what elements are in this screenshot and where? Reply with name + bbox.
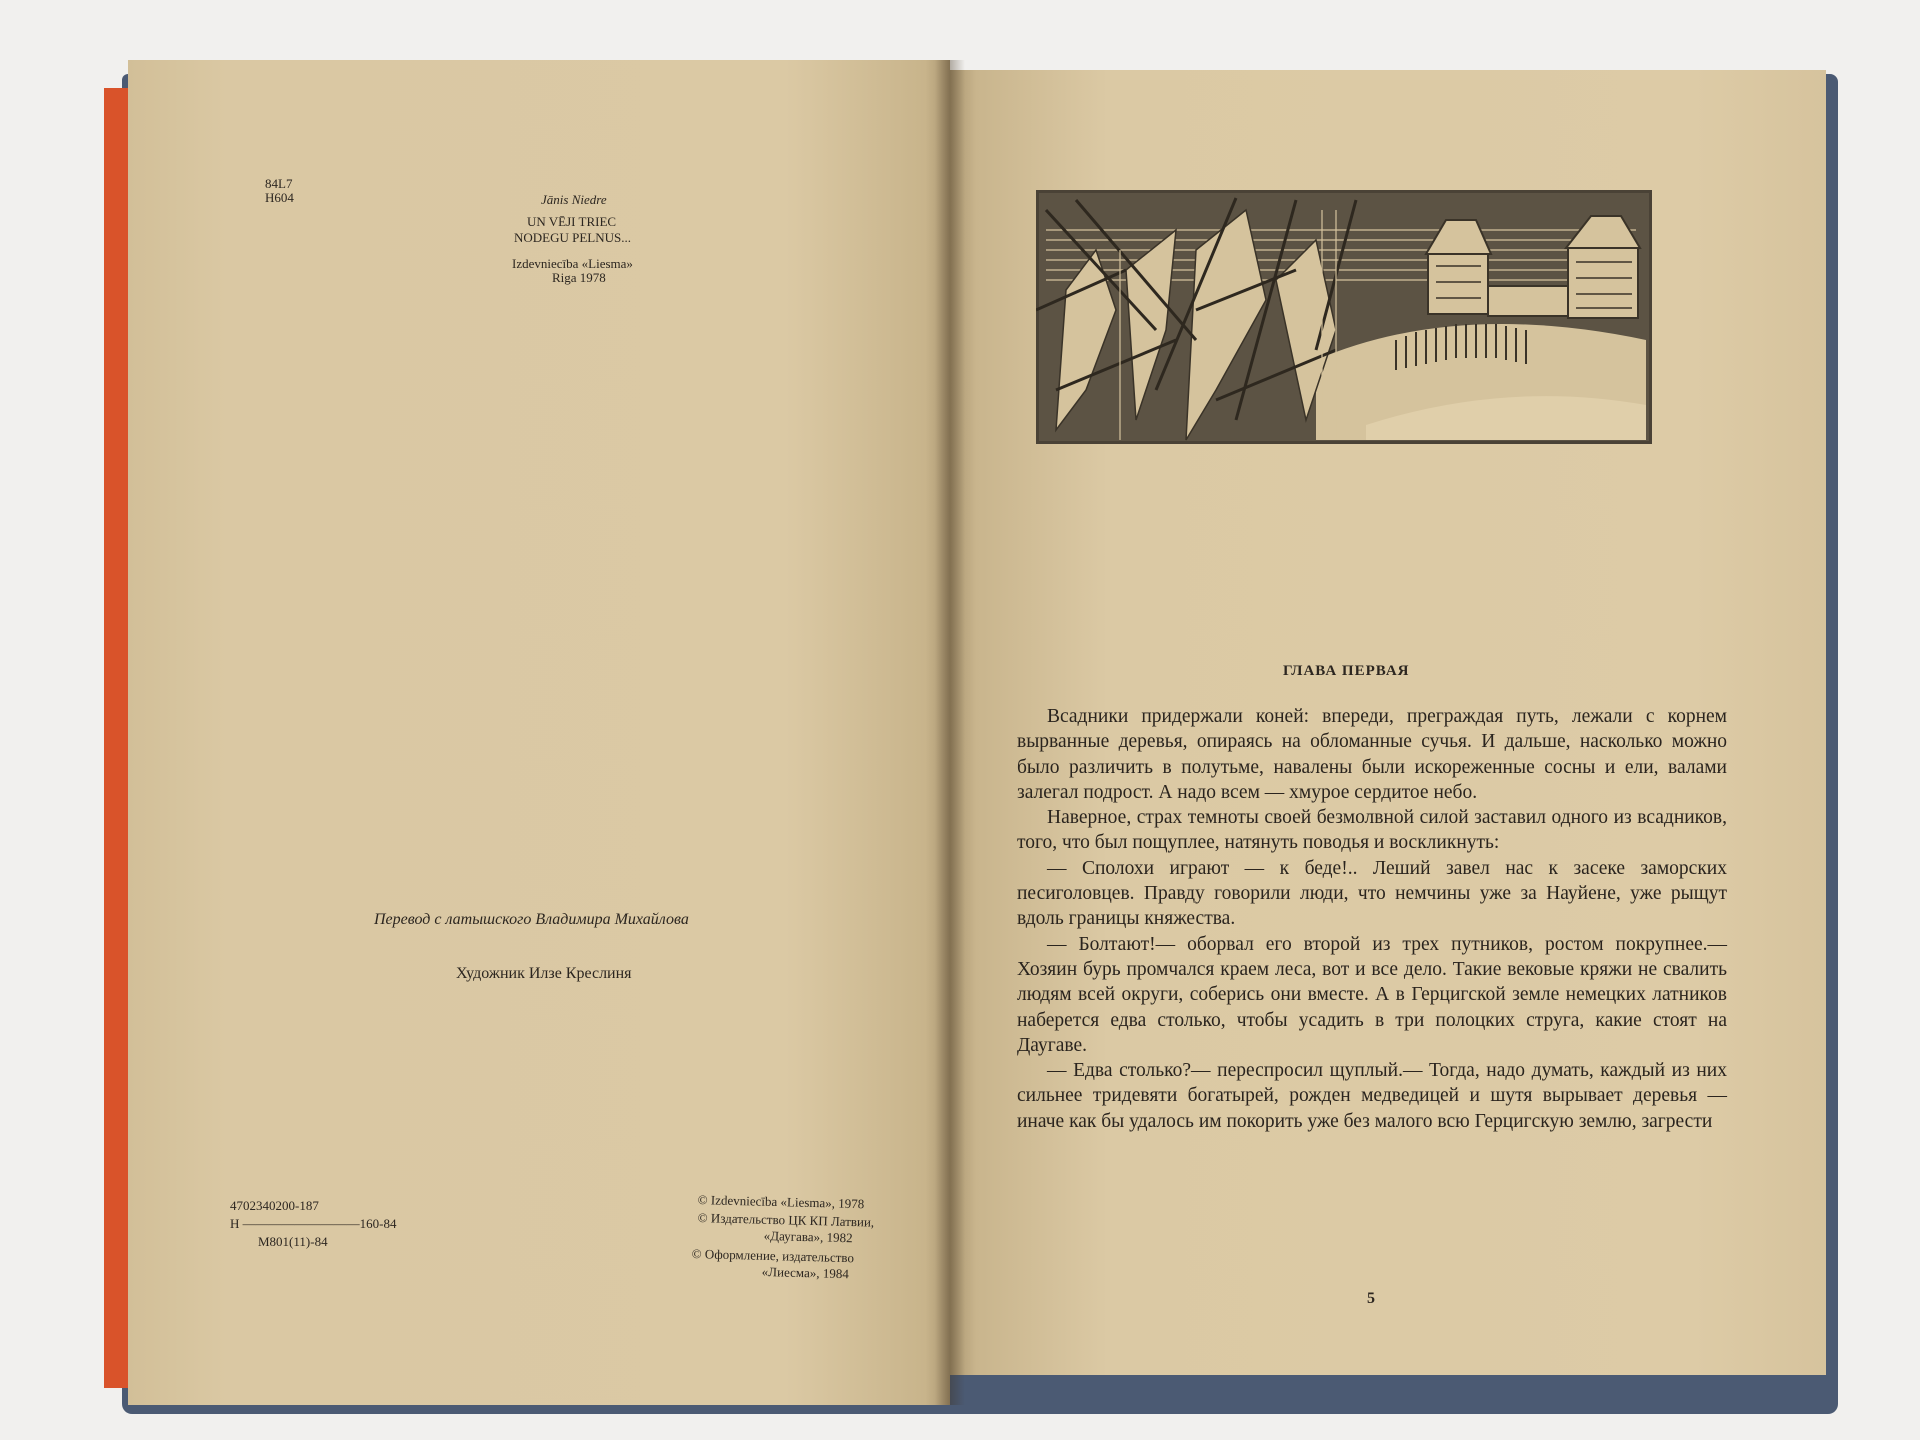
isbn-code-line-1: 4702340200-187	[230, 1198, 319, 1213]
chapter-heading: ГЛАВА ПЕРВАЯ	[1283, 663, 1410, 679]
catalog-code-2: Н604	[265, 190, 294, 205]
copyright-line-4: © Оформление, издательство	[691, 1246, 855, 1266]
page-number: 5	[1367, 1290, 1375, 1307]
original-title-line-2: NODEGU PELNUS...	[514, 230, 631, 245]
paragraph-5: — Едва столько?— переспросил щуплый.— Тогда, надо думать, каждый из них сильнее тридевяти богатырей, рожден медведицей и шутя вырывает деревья — иначе как бы удалось им покорить уже без малого всю Герцигскую землю, загрести	[1017, 1060, 1727, 1132]
paragraph-3: — Сполохи играют — к беде!.. Леший завел нас к засеке заморских песиголовцев. Правду говорили люди, что немчины уже за Науйене, уже рыщут вдоль границы княжества.	[1017, 857, 1727, 930]
original-publisher-line-2: Riga 1978	[552, 270, 606, 285]
copyright-line-3: «Даугава», 1982	[763, 1228, 853, 1246]
paragraph-2: Наверное, страх темноты своей безмолвной силой заставил одного из всадников, того, что был пощуплее, натянуть поводья и воскликнуть:	[1017, 807, 1727, 854]
catalog-code-1: 84L7	[265, 176, 293, 191]
original-publisher-line-1: Izdevniecība «Liesma»	[512, 256, 633, 271]
translation-credit: Перевод с латышского Владимира Михайлова	[374, 911, 689, 928]
original-author: Jānis Niedre	[541, 192, 607, 207]
copyright-line-1: © Izdevniecība «Liesma», 1978	[697, 1192, 865, 1212]
book-gutter-shadow	[935, 60, 965, 1405]
isbn-code-line-3: М801(11)-84	[258, 1234, 328, 1249]
copyright-line-2: © Издательство ЦК КП Латвии,	[697, 1210, 875, 1230]
copyright-line-5: «Лиесма», 1984	[761, 1264, 850, 1282]
isbn-code-line-2: Н —————————160-84	[230, 1216, 397, 1231]
artist-credit: Художник Илзе Креслиня	[456, 965, 632, 982]
paragraph-1: Всадники придержали коней: впереди, преграждая путь, лежали с корнем вырванные деревья, опираясь на обломанные сучья. И дальше, насколько можно было различить в полутьме, навалены были искореженные сосны и ели, валами залегал подрост. А надо всем — хмурое сердитое небо.	[1017, 706, 1727, 803]
original-title-line-1: UN VĒJI TRIEC	[527, 214, 617, 229]
chapter-body-text	[1017, 704, 1727, 1134]
paragraph-4: — Болтают!— оборвал его второй из трех путников, ростом покрупнее.— Хозяин бурь промчался краем леса, вот и все дело. Такие вековые кряжи не свалить людям всей округи, соберись они вместе. А в Герцигской земле немецких латников наберется едва столько, чтобы усадить в три полоцких струга, какие стоят на Даугаве.	[1017, 933, 1727, 1056]
chapter-illustration	[1036, 190, 1652, 444]
